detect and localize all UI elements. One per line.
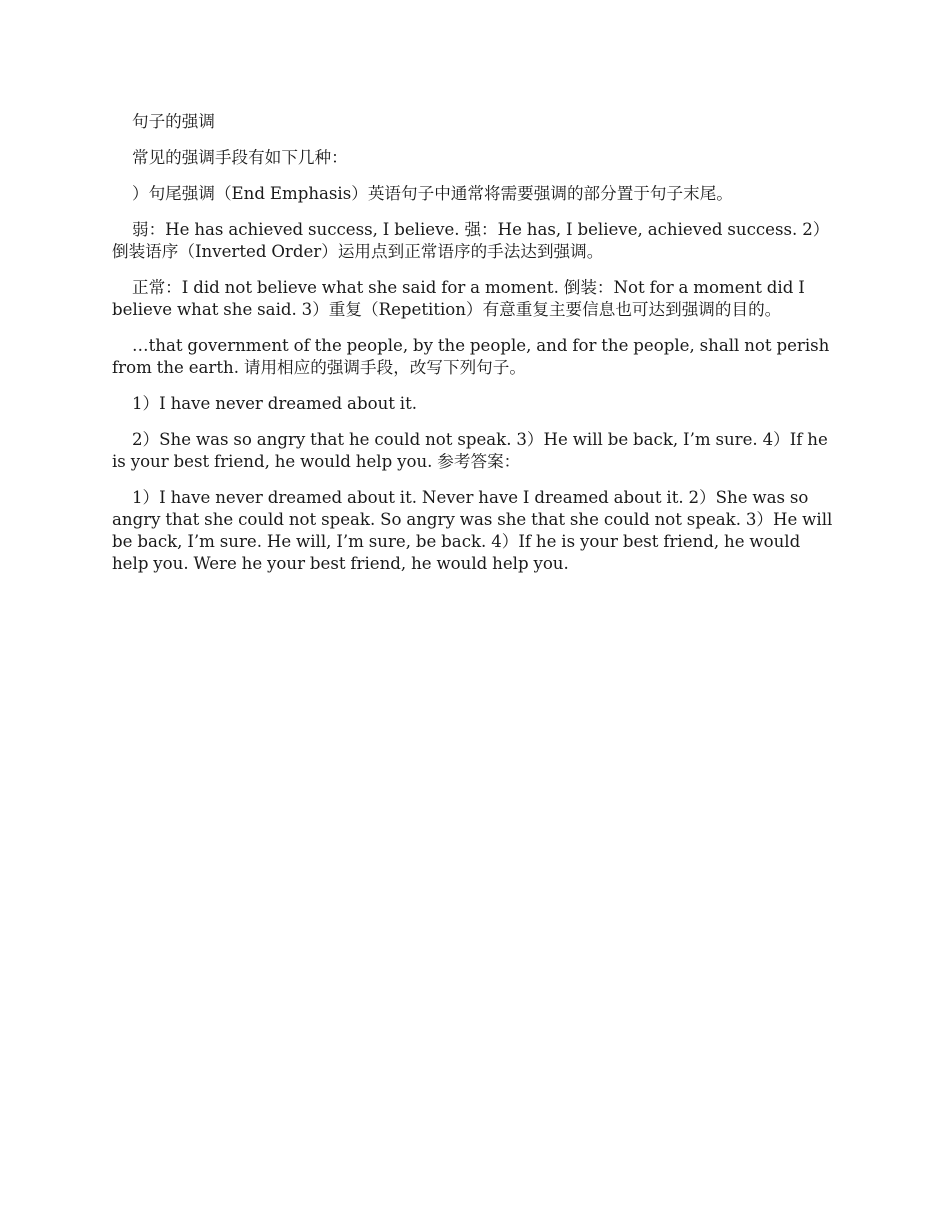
paragraph-answers: 1）I have never dreamed about it. Never have I dreamed about it. 2）She was so angry that she could not speak. So angry was she that she could not speak. 3）He will be back, I’m sure. He will, I’m sure, be back. 4）If he is your best friend, he would help you. Were he your best friend, he would help you. (112, 488, 833, 573)
paragraph-intro: 常见的强调手段有如下几种： (132, 148, 348, 167)
document-body (112, 111, 840, 589)
paragraph-inverted-order: 弱：He has achieved success, I believe. 强：He has, I believe, achieved success. 2）倒装语序（Inverted Order）运用点到正常语序的手法达到强调。 (112, 220, 830, 261)
paragraph-quote-exercise: …that government of the people, by the people, and for the people, shall not perish from the earth. 请用相应的强调手段，改写下列句子。 (112, 336, 830, 377)
paragraph-repetition: 正常：I did not believe what she said for a moment. 倒装：Not for a moment did I believe what she said. 3）重复（Repetition）有意重复主要信息也可达到强调的目的。 (112, 278, 805, 319)
paragraph-title: 句子的强调 (132, 112, 215, 131)
paragraph-exercise-2-4: 2）She was so angry that he could not speak. 3）He will be back, I’m sure. 4）If he is your best friend, he would help you. 参考答案： (112, 430, 828, 471)
paragraph-end-emphasis: ）句尾强调（End Emphasis）英语句子中通常将需要强调的部分置于句子末尾。 (132, 184, 733, 203)
paragraph-exercise-1: 1）I have never dreamed about it. (132, 394, 418, 413)
